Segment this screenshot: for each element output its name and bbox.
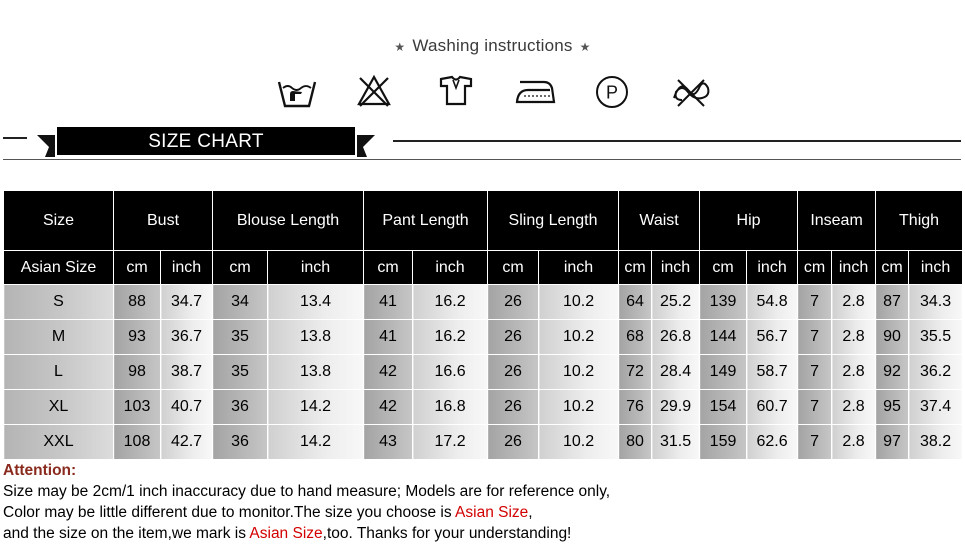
unit-cm: cm — [876, 251, 909, 285]
inch-cell: 62.6 — [747, 425, 798, 460]
header-pant-length: Pant Length — [364, 191, 488, 251]
cm-cell: 36 — [213, 425, 268, 460]
inch-cell: 58.7 — [747, 355, 798, 390]
cm-cell: 41 — [364, 320, 413, 355]
table-row — [4, 285, 963, 320]
inch-cell: 16.6 — [413, 355, 488, 390]
cm-cell: 7 — [798, 355, 832, 390]
cm-cell: 92 — [876, 355, 909, 390]
note-line-2 — [3, 504, 533, 522]
header-hip: Hip — [700, 191, 798, 251]
divider-right — [393, 140, 961, 142]
cm-cell: 26 — [488, 320, 539, 355]
inch-cell: 10.2 — [539, 355, 619, 390]
header-waist: Waist — [619, 191, 700, 251]
inch-cell: 36.7 — [161, 320, 213, 355]
inch-cell: 10.2 — [539, 285, 619, 320]
unit-inch: inch — [268, 251, 364, 285]
cm-cell: 103 — [114, 390, 161, 425]
inch-cell: 25.2 — [652, 285, 700, 320]
asian-size-highlight: Asian Size — [249, 525, 323, 542]
header-sling-length: Sling Length — [488, 191, 619, 251]
unit-cm: cm — [488, 251, 539, 285]
washing-instructions-title — [0, 36, 965, 56]
inch-cell: 16.2 — [413, 285, 488, 320]
inch-cell: 14.2 — [268, 425, 364, 460]
divider-under — [3, 159, 961, 160]
inch-cell: 56.7 — [747, 320, 798, 355]
cm-cell: 97 — [876, 425, 909, 460]
size-cell: L — [4, 355, 114, 390]
cm-cell: 26 — [488, 390, 539, 425]
cm-cell: 139 — [700, 285, 747, 320]
unit-row — [4, 251, 963, 285]
inch-cell: 10.2 — [539, 390, 619, 425]
inch-cell: 13.8 — [268, 320, 364, 355]
cm-cell: 154 — [700, 390, 747, 425]
inch-cell: 29.9 — [652, 390, 700, 425]
washing-title-text: Washing instructions — [412, 36, 573, 55]
cm-cell: 80 — [619, 425, 652, 460]
inch-cell: 60.7 — [747, 390, 798, 425]
unit-inch: inch — [413, 251, 488, 285]
inch-cell: 2.8 — [832, 425, 876, 460]
table-row — [4, 425, 963, 460]
iron-icon — [514, 74, 556, 108]
unit-cm: cm — [798, 251, 832, 285]
unit-inch: inch — [747, 251, 798, 285]
unit-cm: cm — [213, 251, 268, 285]
cm-cell: 149 — [700, 355, 747, 390]
inch-cell: 38.7 — [161, 355, 213, 390]
note-text: Color may be little different due to monitor.The size you choose is — [3, 504, 456, 521]
size-chart-label: SIZE CHART — [148, 131, 264, 152]
cm-cell: 87 — [876, 285, 909, 320]
unit-cm: cm — [619, 251, 652, 285]
hand-wash-icon — [276, 74, 318, 110]
note-text: and the size on the item,we mark is — [3, 525, 250, 542]
inch-cell: 14.2 — [268, 390, 364, 425]
hang-dry-icon — [438, 74, 474, 108]
cm-cell: 95 — [876, 390, 909, 425]
header-asian-size: Asian Size — [4, 251, 114, 285]
cm-cell: 88 — [114, 285, 161, 320]
note-text: ,too. Thanks for your understanding! — [322, 525, 572, 542]
inch-cell: 28.4 — [652, 355, 700, 390]
inch-cell: 34.3 — [909, 285, 963, 320]
cm-cell: 144 — [700, 320, 747, 355]
care-icons — [270, 74, 730, 114]
cm-cell: 76 — [619, 390, 652, 425]
note-line-3 — [3, 525, 571, 543]
inch-cell: 10.2 — [539, 425, 619, 460]
cm-cell: 34 — [213, 285, 268, 320]
star-icon: ★ — [579, 39, 591, 54]
note-text: , — [528, 504, 533, 521]
size-cell: S — [4, 285, 114, 320]
cm-cell: 35 — [213, 355, 268, 390]
attention-label: Attention: — [3, 462, 77, 479]
header-inseam: Inseam — [798, 191, 876, 251]
cm-cell: 7 — [798, 285, 832, 320]
unit-inch: inch — [909, 251, 963, 285]
unit-inch: inch — [652, 251, 700, 285]
inch-cell: 2.8 — [832, 285, 876, 320]
size-cell: XL — [4, 390, 114, 425]
unit-inch: inch — [161, 251, 213, 285]
inch-cell: 26.8 — [652, 320, 700, 355]
cm-cell: 26 — [488, 285, 539, 320]
unit-cm: cm — [114, 251, 161, 285]
cm-cell: 41 — [364, 285, 413, 320]
inch-cell: 40.7 — [161, 390, 213, 425]
asian-size-highlight: Asian Size — [455, 504, 529, 521]
cm-cell: 35 — [213, 320, 268, 355]
dry-clean-p-icon — [594, 74, 630, 110]
no-bleach-icon — [356, 74, 392, 108]
inch-cell: 10.2 — [539, 320, 619, 355]
note-line-1: Size may be 2cm/1 inch inaccuracy due to hand measure; Models are for reference only, — [3, 483, 611, 500]
cm-cell: 7 — [798, 390, 832, 425]
header-row — [4, 191, 963, 251]
inch-cell: 54.8 — [747, 285, 798, 320]
cm-cell: 93 — [114, 320, 161, 355]
cm-cell: 26 — [488, 355, 539, 390]
inch-cell: 31.5 — [652, 425, 700, 460]
cm-cell: 90 — [876, 320, 909, 355]
header-thigh: Thigh — [876, 191, 963, 251]
table-row — [4, 355, 963, 390]
inch-cell: 36.2 — [909, 355, 963, 390]
inch-cell: 35.5 — [909, 320, 963, 355]
size-cell: M — [4, 320, 114, 355]
cm-cell: 108 — [114, 425, 161, 460]
header-bust: Bust — [114, 191, 213, 251]
inch-cell: 17.2 — [413, 425, 488, 460]
svg-text:P: P — [605, 82, 619, 103]
size-chart-table — [3, 190, 963, 460]
inch-cell: 13.8 — [268, 355, 364, 390]
inch-cell: 2.8 — [832, 390, 876, 425]
unit-cm: cm — [364, 251, 413, 285]
inch-cell: 13.4 — [268, 285, 364, 320]
unit-cm: cm — [700, 251, 747, 285]
unit-inch: inch — [539, 251, 619, 285]
unit-inch: inch — [832, 251, 876, 285]
size-chart-banner — [0, 124, 965, 164]
inch-cell: 16.8 — [413, 390, 488, 425]
cm-cell: 7 — [798, 425, 832, 460]
cm-cell: 68 — [619, 320, 652, 355]
inch-cell: 37.4 — [909, 390, 963, 425]
cm-cell: 42 — [364, 390, 413, 425]
inch-cell: 42.7 — [161, 425, 213, 460]
cm-cell: 36 — [213, 390, 268, 425]
header-blouse-length: Blouse Length — [213, 191, 364, 251]
cm-cell: 7 — [798, 320, 832, 355]
inch-cell: 2.8 — [832, 320, 876, 355]
size-cell: XXL — [4, 425, 114, 460]
table-row — [4, 320, 963, 355]
inch-cell: 16.2 — [413, 320, 488, 355]
inch-cell: 34.7 — [161, 285, 213, 320]
cm-cell: 98 — [114, 355, 161, 390]
cm-cell: 43 — [364, 425, 413, 460]
cm-cell: 64 — [619, 285, 652, 320]
cm-cell: 159 — [700, 425, 747, 460]
header-size: Size — [4, 191, 114, 251]
inch-cell: 2.8 — [832, 355, 876, 390]
divider-left — [3, 137, 27, 139]
table-row — [4, 390, 963, 425]
cm-cell: 72 — [619, 355, 652, 390]
inch-cell: 38.2 — [909, 425, 963, 460]
cm-cell: 26 — [488, 425, 539, 460]
cm-cell: 42 — [364, 355, 413, 390]
star-icon: ★ — [394, 39, 406, 54]
no-tumble-dry-icon — [670, 74, 712, 110]
